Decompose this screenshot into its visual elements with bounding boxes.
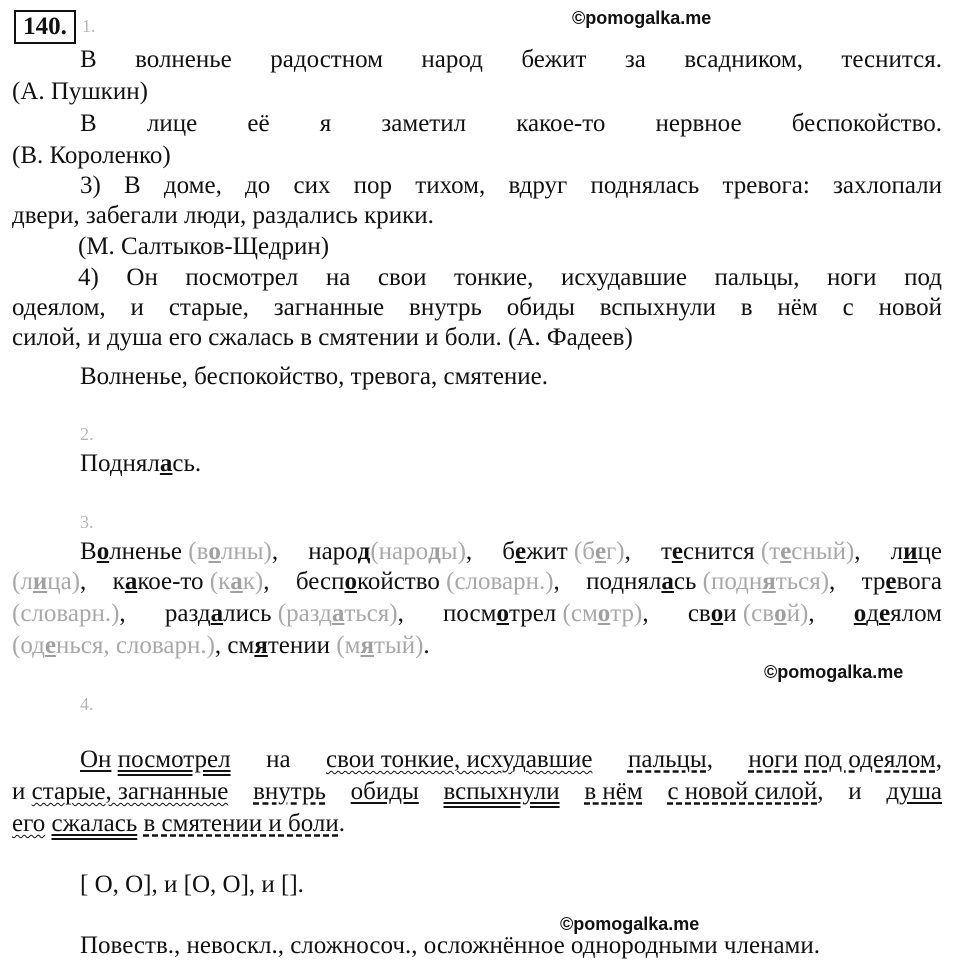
section-label-3: 3. — [80, 512, 94, 532]
answer-1: Волненье, беспокойство, тревога, смятение. — [80, 363, 549, 390]
watermark-bottom: ©pomogalka.me — [560, 914, 700, 934]
sentence-2-author: (В. Короленко) — [12, 142, 171, 169]
section-label-2: 2. — [80, 424, 94, 444]
spelling-line-1: Волненье (волны), народ(народы), бежит (бег), теснится (тесный), лице — [80, 538, 942, 565]
section-label-4: 4. — [80, 694, 94, 714]
watermark-middle: ©pomogalka.me — [764, 662, 904, 682]
sentence-4-line-3: силой, и душа его сжалась в смятении и боли. (А. Фадеев) — [12, 324, 633, 351]
answer-2: Поднялась. — [80, 450, 202, 477]
sentence-3-line-2: двери, забегали люди, раздались крики. — [12, 202, 434, 229]
sentence-4-line-2: одеялом, и старые, загнанные внутрь обиды вспыхнули в нём с новой — [12, 294, 942, 321]
exercise-number: 140. — [14, 10, 76, 44]
sentence-2-line: В лице её я заметил какое-то нервное беспокойство. — [80, 110, 942, 137]
sentence-characteristic: Повеств., невоскл., сложносоч., осложнённое однородными членами. — [80, 932, 821, 959]
section-label-1: 1. — [82, 16, 96, 36]
parsed-sentence-line-3: его сжалась в смятении и боли. — [12, 810, 346, 837]
sentence-1-line: В волненье радостном народ бежит за всадником, теснится. — [80, 46, 942, 73]
parsed-sentence-line-1: Он посмотрел на свои тонкие, исхудавшие пальцы, ноги под одеялом, — [80, 746, 942, 773]
sentence-1-author: (А. Пушкин) — [12, 78, 148, 105]
spelling-line-2: (лица), какое-то (как), беспокойство (словарн.), поднялась (подняться), тревога — [12, 568, 942, 595]
sentence-4-line-1: 4) Он посмотрел на свои тонкие, исхудавшие пальцы, ноги под — [78, 264, 942, 291]
watermark-top: ©pomogalka.me — [572, 8, 712, 28]
parsed-sentence-line-2: и старые, загнанные внутрь обиды вспыхнули в нём с новой силой, и душа — [12, 778, 942, 805]
sentence-scheme: [ О, О], и [О, О], и []. — [80, 871, 304, 898]
spelling-line-3: (словарн.), раздались (раздаться), посмотрел (смотр), свои (свой), одеялом — [12, 600, 942, 627]
sentence-3-line-1: 3) В доме, до сих пор тихом, вдруг поднялась тревога: захлопали — [80, 172, 942, 199]
sentence-3-author: (М. Салтыков-Щедрин) — [78, 233, 330, 260]
spelling-line-4: (оденься, словарн.), смятении (мятый). — [12, 632, 430, 659]
